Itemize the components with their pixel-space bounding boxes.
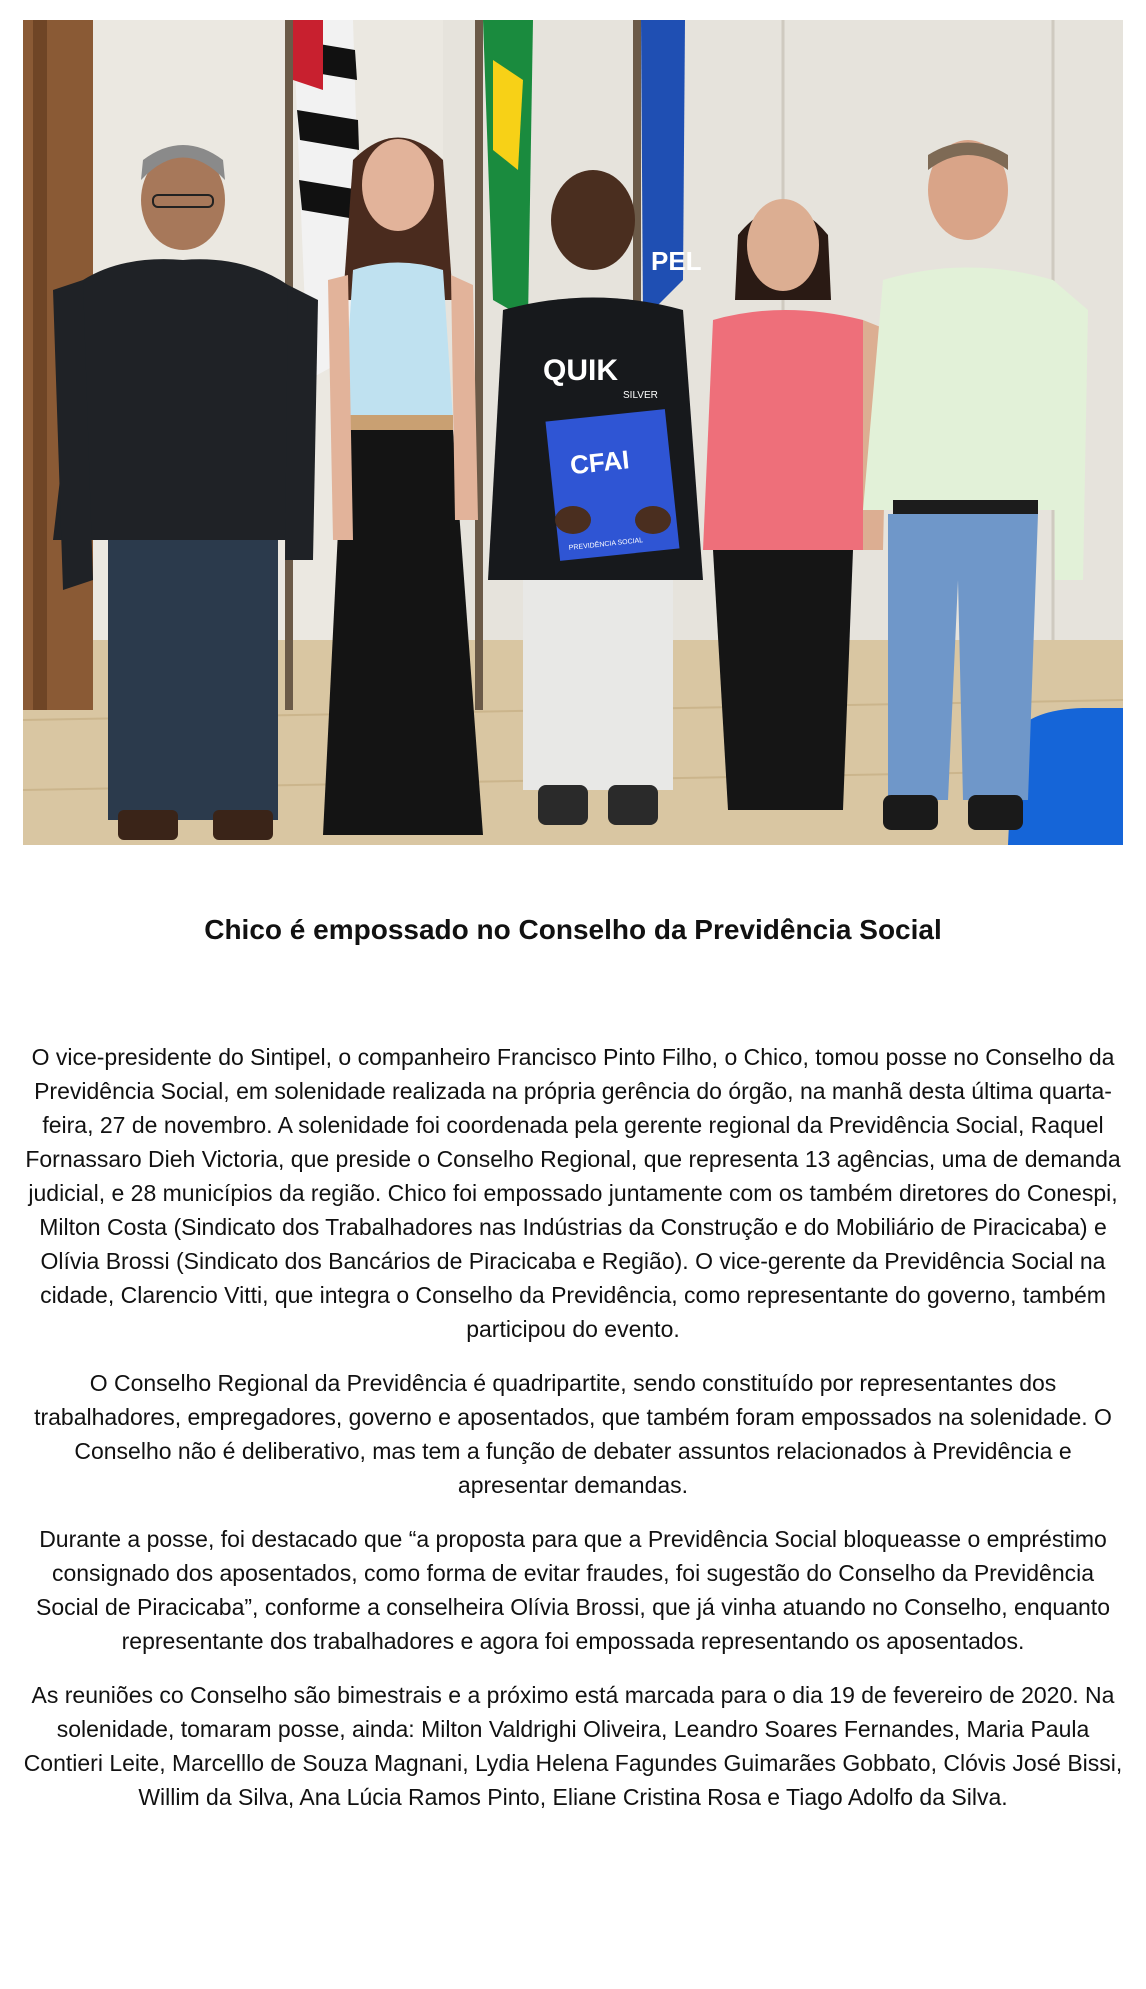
- article-body: [20, 1040, 1126, 1834]
- folder-title: CFAI: [568, 444, 631, 481]
- article-paragraph: O Conselho Regional da Previdência é quadripartite, sendo constituído por representantes dos trabalhadores, empregadores, governo e aposentados, que também foram empossados na solenidade. O Conselho não é deliberativo, mas tem a função de debater assuntos relacionados à Previdência e apresentar demandas.: [34, 1370, 1112, 1498]
- article-paragraph: O vice-presidente do Sintipel, o companheiro Francisco Pinto Filho, o Chico, tomou posse no Conselho da Previdência Social, em solenidade realizada na própria gerência do órgão, na manhã desta última quarta-feira, 27 de novembro. A solenidade foi coordenada pela gerente regional da Previdência Social, Raquel Fornassaro Dieh Victoria, que preside o Conselho Regional, que representa 13 agências, uma de demanda judicial, e 28 municípios da região. Chico foi empossado juntamente com os também diretores do Conespi, Milton Costa (Sindicato dos Trabalhadores nas Indústrias da Construção e do Mobiliário de Piracicaba) e Olívia Brossi (Sindicato dos Bancários de Piracicaba e Região). O vice-gerente da Previdência Social na cidade, Clarencio Vitti, que integra o Conselho da Previdência, como representante do governo, também participou do evento.: [25, 1044, 1121, 1342]
- shirt-logo-sub: SILVER: [623, 390, 658, 401]
- article-paragraph: Durante a posse, foi destacado que “a proposta para que a Previdência Social bloqueasse o empréstimo consignado dos aposentados, como forma de evitar fraudes, foi sugestão do Conselho da Previdência Social de Piracicaba”, conforme a conselheira Olívia Brossi, que já vinha atuando no Conselho, enquanto representante dos trabalhadores e agora foi empossada representando os aposentados.: [36, 1526, 1110, 1654]
- cfai-folder: [545, 409, 679, 561]
- folder-footer: PREVIDÊNCIA SOCIAL: [568, 537, 644, 552]
- shirt-logo: QUIK: [543, 354, 618, 387]
- article-paragraph: As reuniões co Conselho são bimestrais e a próximo está marcada para o dia 19 de fevereiro de 2020. Na solenidade, tomaram posse, ainda: Milton Valdrighi Oliveira, Leandro Soares Fernandes, Maria Paula Contieri Leite, Marcelllo de Souza Magnani, Lydia Helena Fagundes Guimarães Gobbato, Clóvis José Bissi, Willim da Silva, Ana Lúcia Ramos Pinto, Eliane Cristina Rosa e Tiago Adolfo da Silva.: [23, 1682, 1123, 1810]
- article-photo: [23, 20, 1123, 845]
- article-title: Chico é empossado no Conselho da Previdência Social: [204, 914, 942, 945]
- flag-text: PEL: [651, 246, 702, 276]
